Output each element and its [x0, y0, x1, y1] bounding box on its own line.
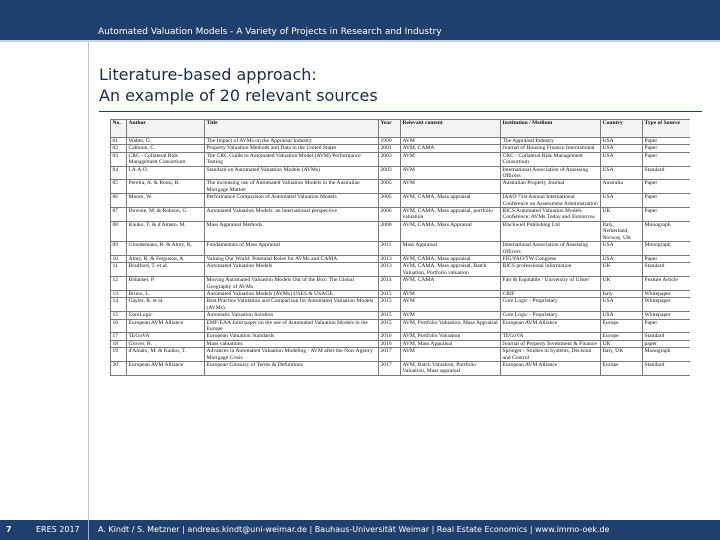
table-cell: Performance Comparison of Automated Valuation Models: [205, 194, 379, 208]
table-cell: Whitepaper: [643, 290, 691, 297]
table-header-row: [111, 120, 691, 138]
table-cell: Bradford, T. et al.: [127, 263, 205, 277]
table-cell: RICS professional information: [501, 263, 601, 277]
table-cell: European AVM Alliance: [127, 362, 205, 376]
table-cell: Australia: [601, 180, 643, 194]
table-cell: Fair & Equitable / University of Ulster: [501, 277, 601, 291]
table-cell: Valuing Our World: Potential Roles for AVMs and CAMA: [205, 255, 379, 262]
table-cell: 2008: [379, 221, 401, 241]
footer-divider: [88, 520, 89, 540]
table-cell: TEGoVA: [501, 333, 601, 340]
table-cell: USA: [601, 152, 643, 166]
table-cell: 2001: [379, 145, 401, 152]
table-cell: Moving Automated Valuation Models Out of the Box: The Global Geography of AVMs: [205, 277, 379, 291]
table-cell: Paper: [643, 255, 691, 262]
table-cell: 2014: [379, 277, 401, 291]
table-cell: Mass valuations: [205, 340, 379, 347]
table-cell: AVM, CAMA, Mass appraisal, Batch Valuation, Portfolio valuation: [401, 263, 501, 277]
table-cell: UK: [601, 277, 643, 291]
table-cell: 2015: [379, 298, 401, 312]
table-cell: USA: [601, 255, 643, 262]
table-cell: Journal of Housing Finance International: [501, 145, 601, 152]
table-cell: Mass Appraisal: [401, 242, 501, 256]
table-cell: AVM, CAMA, Mass appraisal, portfolio valuation: [401, 208, 501, 222]
table-cell: 09: [111, 242, 127, 256]
table-cell: Paper: [643, 152, 691, 166]
table-cell: 16: [111, 319, 127, 333]
table-cell: 07: [111, 208, 127, 222]
table-cell: 14: [111, 298, 127, 312]
table-cell: European AVM Alliance: [501, 362, 601, 376]
table-cell: 04: [111, 166, 127, 180]
table-row: [111, 255, 691, 262]
table-cell: Gloudemans, R. & Almy, R.: [127, 242, 205, 256]
table-cell: International Association of Assessing Officers: [501, 242, 601, 256]
table-row: [111, 180, 691, 194]
table-cell: Italy, Netherland, Norway, UK: [601, 221, 643, 241]
table-cell: AVM: [401, 152, 501, 166]
table-cell: CRC - Collateral Risk Management Consortium: [127, 152, 205, 166]
table-cell: AVM: [401, 348, 501, 362]
table-cell: Bruno, L.: [127, 290, 205, 297]
table-cell: 17: [111, 333, 127, 340]
column-header: Author: [127, 120, 205, 138]
table-cell: 02: [111, 145, 127, 152]
table-row: [111, 333, 691, 340]
conference-label: ERES 2017: [36, 525, 80, 534]
table-cell: Walter, G.: [127, 138, 205, 145]
column-header: Title: [205, 120, 379, 138]
table-cell: USA: [601, 145, 643, 152]
table-cell: Italy: [601, 290, 643, 297]
table-cell: 19: [111, 348, 127, 362]
table-cell: 2015: [379, 312, 401, 319]
table-cell: Pereira, A. & Rossi, R.: [127, 180, 205, 194]
column-header: Institution / Medium: [501, 120, 601, 138]
table-cell: Kauko, T. & d'Amato, M.: [127, 221, 205, 241]
left-divider: [88, 42, 89, 520]
table-row: [111, 362, 691, 376]
table-cell: Journal of Property Investment & Finance: [501, 340, 601, 347]
column-header: Country: [601, 120, 643, 138]
table-cell: Advances in Automated Valuation Modeling - AVM after the Non-Agency Mortgage Crisis: [205, 348, 379, 362]
table-cell: Paper: [643, 145, 691, 152]
table-cell: 2016: [379, 340, 401, 347]
sources-table-container: [110, 119, 690, 511]
header-divider: [0, 40, 720, 42]
table-cell: 01: [111, 138, 127, 145]
table-body: [111, 138, 691, 376]
table-cell: AVM: [401, 180, 501, 194]
table-cell: 2005: [379, 180, 401, 194]
table-cell: Gayler, R. et al.: [127, 298, 205, 312]
table-cell: Property Valuation Methods and Data in the United States: [205, 145, 379, 152]
table-cell: AVM, CAMA: [401, 277, 501, 291]
table-row: [111, 312, 691, 319]
table-cell: AVM, CAMA: [401, 145, 501, 152]
table-cell: USA: [601, 298, 643, 312]
table-row: [111, 145, 691, 152]
table-cell: Paper: [643, 194, 691, 208]
slide-title-line-2: An example of 20 relevant sources: [99, 86, 378, 105]
table-cell: Core Logic - Proprietary: [501, 298, 601, 312]
table-cell: 18: [111, 340, 127, 347]
table-cell: Standard: [643, 166, 691, 180]
table-cell: Paper: [643, 138, 691, 145]
table-row: [111, 208, 691, 222]
table-cell: European Valuation Standards: [205, 333, 379, 340]
table-cell: 2015: [379, 319, 401, 333]
table-cell: Paper: [643, 208, 691, 222]
table-cell: 05: [111, 180, 127, 194]
table-cell: Automated Valuation Models (AVMs) USES & USAGE: [205, 290, 379, 297]
column-header: Year: [379, 120, 401, 138]
table-cell: I.A.A.O.: [127, 166, 205, 180]
table-cell: UK: [601, 263, 643, 277]
column-header: No.: [111, 120, 127, 138]
table-cell: 08: [111, 221, 127, 241]
table-cell: TEGoVA: [127, 333, 205, 340]
table-cell: Automatic Valuation Solution: [205, 312, 379, 319]
table-cell: Core Logic - Proprietary: [501, 312, 601, 319]
table-row: [111, 152, 691, 166]
table-cell: Whitepaper: [643, 312, 691, 319]
table-cell: Monograph: [643, 221, 691, 241]
column-header: Type of Source: [643, 120, 691, 138]
table-cell: 2005: [379, 194, 401, 208]
table-cell: CoreLogic: [127, 312, 205, 319]
table-row: [111, 298, 691, 312]
table-cell: Mass Appraisal Methods: [205, 221, 379, 241]
table-cell: AVM, Batch Valuation, Portfolio Valuation, Mass appraisal: [401, 362, 501, 376]
table-row: [111, 138, 691, 145]
table-cell: 10: [111, 255, 127, 262]
table-cell: Paper: [643, 319, 691, 333]
table-cell: AVM: [401, 138, 501, 145]
table-cell: AVM, CAMA, Mass appraisal: [401, 255, 501, 262]
table-cell: 2016: [379, 333, 401, 340]
table-cell: Whitepaper: [643, 298, 691, 312]
table-cell: 11: [111, 263, 127, 277]
table-cell: AVM, CAMA, Mass appraisal: [401, 194, 501, 208]
table-cell: d'Amato, M. & Kauko, T.: [127, 348, 205, 362]
table-cell: AVM, CAMA, Mass Appraisal: [401, 221, 501, 241]
table-cell: AVM, Portfolio Valuation, Mass Appraisal: [401, 319, 501, 333]
table-cell: IAAO 71st Annual International Conference on Assessment Administration: [501, 194, 601, 208]
table-cell: Moore, W.: [127, 194, 205, 208]
table-cell: Italy, UK: [601, 348, 643, 362]
table-cell: Europe: [601, 333, 643, 340]
table-cell: 06: [111, 194, 127, 208]
table-cell: Almy, R. & Ferguson, A.: [127, 255, 205, 262]
table-row: [111, 290, 691, 297]
table-cell: 2015: [379, 290, 401, 297]
table-cell: UK: [601, 340, 643, 347]
table-cell: 03: [111, 152, 127, 166]
table-cell: Downie, M. & Robson, G.: [127, 208, 205, 222]
table-cell: 1999: [379, 138, 401, 145]
table-cell: CRIF: [501, 290, 601, 297]
table-cell: AVM: [401, 312, 501, 319]
page-number: 7: [6, 525, 12, 534]
footer-bar: [0, 520, 720, 540]
table-cell: Springer - Studies in Systems, Decision and Control: [501, 348, 601, 362]
table-cell: CRC - Collateral Risk Management Consortium: [501, 152, 601, 166]
table-cell: 2017: [379, 362, 401, 376]
table-cell: FIG/FAO/TW Congress: [501, 255, 601, 262]
table-cell: Paper: [643, 180, 691, 194]
table-cell: Monograph: [643, 242, 691, 256]
table-row: [111, 348, 691, 362]
table-cell: Standard: [643, 263, 691, 277]
table-cell: 2013: [379, 255, 401, 262]
title-divider: [99, 111, 702, 112]
slide-title-line-1: Literature-based approach:: [99, 65, 317, 84]
table-cell: Monograph: [643, 348, 691, 362]
table-cell: Bidanset, P.: [127, 277, 205, 291]
table-cell: European Glossary of Terms & Definitions: [205, 362, 379, 376]
table-cell: 2017: [379, 348, 401, 362]
table-cell: European AVM Alliance: [501, 319, 601, 333]
table-cell: Automated Valuation Models: an international perspective: [205, 208, 379, 222]
table-cell: 15: [111, 312, 127, 319]
table-cell: 2003: [379, 152, 401, 166]
table-cell: The Impact of AVMs on the Appraisal Industry: [205, 138, 379, 145]
table-cell: USA: [601, 166, 643, 180]
table-cell: 12: [111, 277, 127, 291]
table-cell: Calhoun, C.: [127, 145, 205, 152]
header-title: Automated Valuation Models - A Variety of Projects in Research and Industry: [98, 27, 442, 37]
table-cell: USA: [601, 194, 643, 208]
table-cell: Australian Property Journal: [501, 180, 601, 194]
table-cell: USA: [601, 138, 643, 145]
table-cell: Fundamentals of Mass Appraisal: [205, 242, 379, 256]
table-row: [111, 194, 691, 208]
table-cell: 2003: [379, 166, 401, 180]
column-header: Relevant content: [401, 120, 501, 138]
slide-title: [99, 64, 378, 106]
table-cell: Best Practice Validation and Comparison for Automated Valuation Models (AVMs): [205, 298, 379, 312]
table-cell: International Association of Assessing Officers: [501, 166, 601, 180]
table-cell: The Appraisal Industry: [501, 138, 601, 145]
table-cell: 2013: [379, 263, 401, 277]
table-cell: 2006: [379, 208, 401, 222]
sources-table: [110, 119, 690, 376]
table-cell: Europe: [601, 362, 643, 376]
footer-credit: A. Kindt / S. Metzner | andreas.kindt@uni-weimar.de | Bauhaus-Universität Weimar | Real Estate Economics | www.immo-oek.de: [98, 525, 610, 534]
table-cell: Standard: [643, 333, 691, 340]
table-cell: UK: [601, 208, 643, 222]
table-cell: AVM: [401, 290, 501, 297]
table-cell: AVM, Mass Appraisal: [401, 340, 501, 347]
table-cell: EMF/EAA Joint paper on the use of Automated Valuation Models in the Europe: [205, 319, 379, 333]
table-cell: paper: [643, 340, 691, 347]
table-cell: The increasing use of Automated Valuation Models in the Australian Mortgage Market: [205, 180, 379, 194]
table-cell: Standard on Automated Valuation Models (AVMs): [205, 166, 379, 180]
table-cell: RICS Automated Valuation Models Conference: AVMs Today and Tomorrow: [501, 208, 601, 222]
table-cell: 2011: [379, 242, 401, 256]
table-cell: USA: [601, 312, 643, 319]
table-row: [111, 242, 691, 256]
table-row: [111, 221, 691, 241]
table-cell: 13: [111, 290, 127, 297]
table-row: [111, 340, 691, 347]
table-row: [111, 277, 691, 291]
table-cell: Standard: [643, 362, 691, 376]
table-cell: Automated Valuation Models: [205, 263, 379, 277]
table-row: [111, 319, 691, 333]
table-cell: AVM, Portfolio Valuation: [401, 333, 501, 340]
table-cell: 20: [111, 362, 127, 376]
table-cell: USA: [601, 242, 643, 256]
table-cell: AVM: [401, 298, 501, 312]
table-cell: Europe: [601, 319, 643, 333]
table-cell: Blackwell Publishing Ltd: [501, 221, 601, 241]
table-cell: European AVM Alliance: [127, 319, 205, 333]
table-cell: Feature Article: [643, 277, 691, 291]
table-cell: The CRC Guide to Automated Valuation Model (AVM) Performance Testing: [205, 152, 379, 166]
table-row: [111, 263, 691, 277]
table-cell: Grover, R.: [127, 340, 205, 347]
table-row: [111, 166, 691, 180]
table-cell: AVM: [401, 166, 501, 180]
